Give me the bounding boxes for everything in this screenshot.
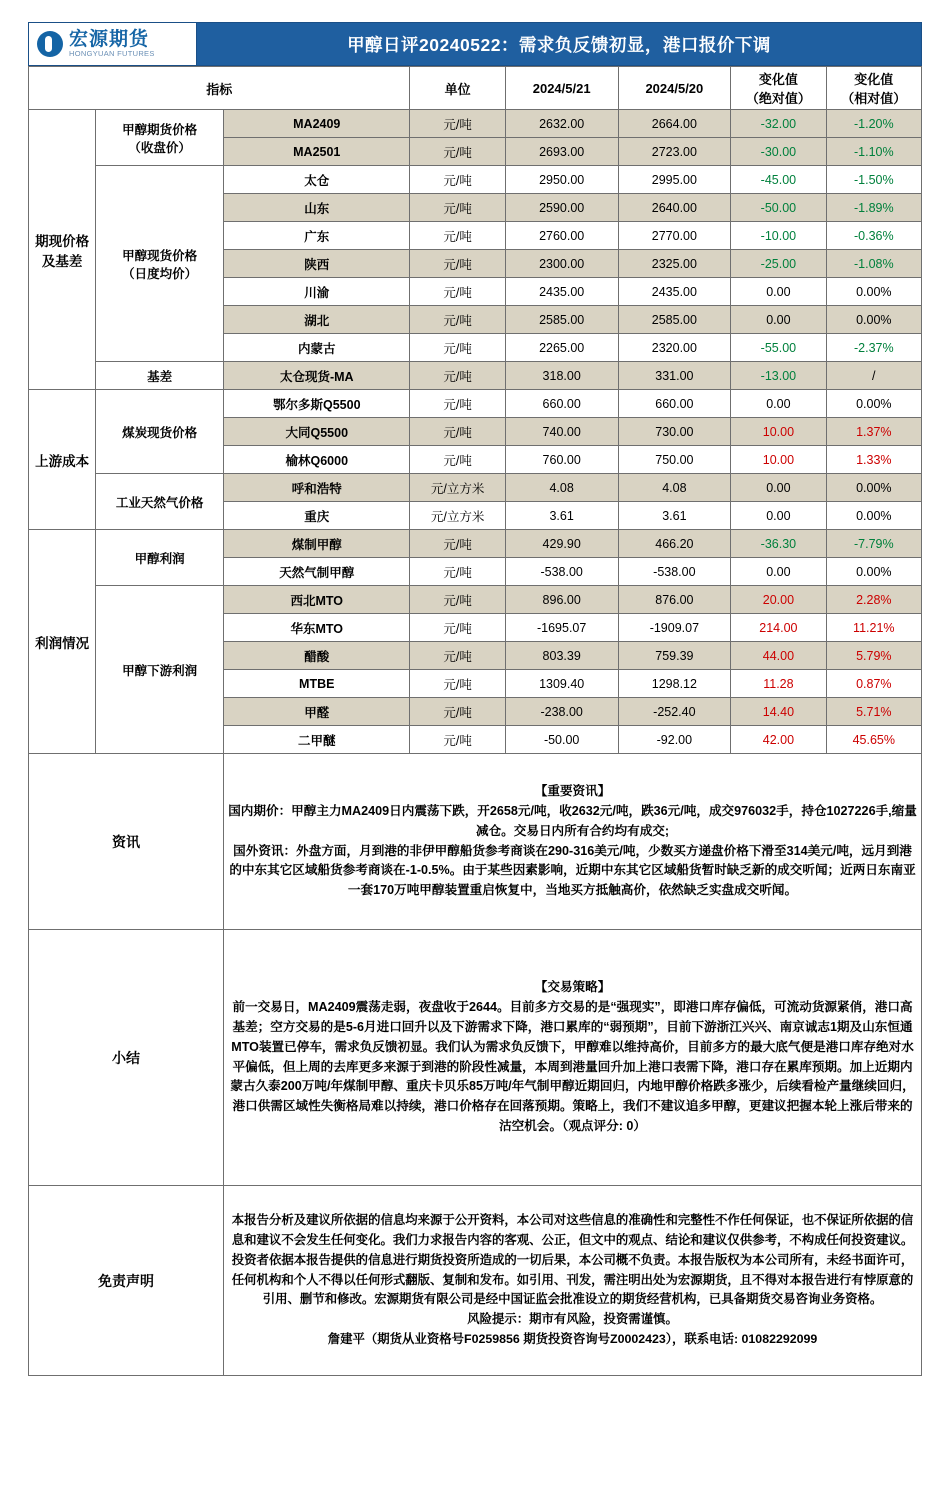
row-value-date2: 730.00: [618, 418, 731, 446]
row-value-date1: 2760.00: [505, 222, 618, 250]
row-abs-change: 214.00: [731, 614, 826, 642]
row-unit: 元/吨: [410, 418, 505, 446]
row-unit: 元/吨: [410, 306, 505, 334]
row-value-date1: 2435.00: [505, 278, 618, 306]
row-value-date1: 760.00: [505, 446, 618, 474]
header-rel-line1: 变化值: [854, 72, 894, 87]
news-body: [224, 754, 922, 930]
row-unit: 元/吨: [410, 670, 505, 698]
row-abs-change: -30.00: [731, 138, 826, 166]
disclaimer-section-row: [29, 1186, 922, 1376]
row-rel-change: 0.00%: [826, 278, 921, 306]
row-item-label: 天然气制甲醇: [224, 558, 410, 586]
row-abs-change: -36.30: [731, 530, 826, 558]
row-abs-change: 0.00: [731, 306, 826, 334]
brand-text: [69, 30, 155, 58]
news-label: 资讯: [29, 754, 224, 930]
summary-heading: 【交易策略】: [534, 979, 611, 994]
row-rel-change: -2.37%: [826, 334, 921, 362]
row-value-date2: 1298.12: [618, 670, 731, 698]
row-value-date1: 3.61: [505, 502, 618, 530]
row-rel-change: 5.71%: [826, 698, 921, 726]
row-item-label: MTBE: [224, 670, 410, 698]
subgroup-label-methanol-profit: 甲醇利润: [96, 530, 224, 586]
header-abs-line2: （绝对值）: [745, 91, 811, 106]
row-item-label: 大同Q5500: [224, 418, 410, 446]
row-abs-change: 44.00: [731, 642, 826, 670]
table-row: [29, 110, 922, 138]
table-row: [29, 362, 922, 390]
row-rel-change: 0.00%: [826, 390, 921, 418]
table-row: [29, 474, 922, 502]
row-unit: 元/吨: [410, 250, 505, 278]
row-abs-change: -10.00: [731, 222, 826, 250]
row-item-label: 陕西: [224, 250, 410, 278]
row-abs-change: 0.00: [731, 558, 826, 586]
row-value-date2: 876.00: [618, 586, 731, 614]
row-abs-change: 14.40: [731, 698, 826, 726]
row-value-date1: 2265.00: [505, 334, 618, 362]
report-header: [28, 22, 922, 66]
page-title: 甲醇日评20240522：需求负反馈初显，港口报价下调: [197, 23, 921, 65]
row-item-label: 内蒙古: [224, 334, 410, 362]
row-value-date2: 3.61: [618, 502, 731, 530]
row-item-label: 太仓: [224, 166, 410, 194]
subgroup-label-basis: 基差: [96, 362, 224, 390]
row-rel-change: 5.79%: [826, 642, 921, 670]
row-rel-change: 0.00%: [826, 474, 921, 502]
table-header-row: [29, 67, 922, 110]
row-value-date1: 740.00: [505, 418, 618, 446]
row-item-label: MA2409: [224, 110, 410, 138]
row-rel-change: 1.33%: [826, 446, 921, 474]
row-rel-change: -1.08%: [826, 250, 921, 278]
row-value-date1: 2950.00: [505, 166, 618, 194]
row-value-date1: 318.00: [505, 362, 618, 390]
header-date1: 2024/5/21: [505, 67, 618, 110]
row-value-date2: 2435.00: [618, 278, 731, 306]
summary-label: 小结: [29, 930, 224, 1186]
row-rel-change: 45.65%: [826, 726, 921, 754]
row-unit: 元/吨: [410, 334, 505, 362]
disclaimer-label: 免责声明: [29, 1186, 224, 1376]
brand-logo: [29, 23, 197, 65]
row-item-label: 西北MTO: [224, 586, 410, 614]
row-unit: 元/吨: [410, 222, 505, 250]
row-value-date2: 4.08: [618, 474, 731, 502]
row-rel-change: /: [826, 362, 921, 390]
subgroup-label-spot-price: 甲醇现货价格 （日度均价）: [96, 166, 224, 362]
news-heading: 【重要资讯】: [534, 783, 611, 798]
row-value-date2: 660.00: [618, 390, 731, 418]
row-item-label: MA2501: [224, 138, 410, 166]
row-value-date1: 2300.00: [505, 250, 618, 278]
table-row: [29, 530, 922, 558]
row-value-date2: 2320.00: [618, 334, 731, 362]
row-unit: 元/吨: [410, 446, 505, 474]
row-abs-change: 11.28: [731, 670, 826, 698]
row-rel-change: -1.10%: [826, 138, 921, 166]
row-value-date2: 759.39: [618, 642, 731, 670]
row-unit: 元/吨: [410, 698, 505, 726]
row-abs-change: -45.00: [731, 166, 826, 194]
group-label-upstream-cost: 上游成本: [29, 390, 96, 530]
brand-name-en: HONGYUAN FUTURES: [69, 49, 155, 59]
header-rel-line2: （相对值）: [841, 91, 907, 106]
group-label-profit: 利润情况: [29, 530, 96, 754]
news-paragraph-2: 国外资讯：外盘方面，月到港的非伊甲醇船货参考商谈在290-316美元/吨，少数买方递盘价格下滑至314美元/吨，远月到港的中东其它区域船货参考商谈在-1-0.5%。由于某些因素影响，近期中东其它区域船货暂时缺乏新的成交听闻；近两日东南亚一套170万吨甲醇装置重启恢复中，当地买方抵触高价，依然缺乏实盘成交听闻。: [229, 843, 916, 898]
news-paragraph-1: 国内期价：甲醇主力MA2409日内震荡下跌，开2658元/吨，收2632元/吨，跌36元/吨，成交976032手，持仓1027226手,缩量减仓。交易日内所有合约均有成交;: [228, 803, 917, 838]
row-value-date1: -1695.07: [505, 614, 618, 642]
row-abs-change: 10.00: [731, 446, 826, 474]
row-abs-change: -13.00: [731, 362, 826, 390]
disclaimer-paragraph-2: 风险提示：期市有风险，投资需谨慎。: [467, 1312, 678, 1327]
row-value-date2: 2325.00: [618, 250, 731, 278]
row-rel-change: -1.20%: [826, 110, 921, 138]
row-unit: 元/吨: [410, 166, 505, 194]
row-value-date2: 466.20: [618, 530, 731, 558]
disclaimer-body: [224, 1186, 922, 1376]
header-abs-line1: 变化值: [758, 72, 798, 87]
row-item-label: 川渝: [224, 278, 410, 306]
table-row: [29, 166, 922, 194]
row-value-date2: 750.00: [618, 446, 731, 474]
row-item-label: 湖北: [224, 306, 410, 334]
row-abs-change: 0.00: [731, 278, 826, 306]
row-value-date1: 2632.00: [505, 110, 618, 138]
row-unit: 元/吨: [410, 642, 505, 670]
row-value-date1: -50.00: [505, 726, 618, 754]
subgroup-label-downstream-profit: 甲醇下游利润: [96, 586, 224, 754]
row-abs-change: 0.00: [731, 502, 826, 530]
row-unit: 元/吨: [410, 726, 505, 754]
row-value-date1: 2590.00: [505, 194, 618, 222]
group-label-price-basis: 期现价格 及基差: [29, 110, 96, 390]
row-unit: 元/吨: [410, 362, 505, 390]
row-value-date1: 2693.00: [505, 138, 618, 166]
row-item-label: 醋酸: [224, 642, 410, 670]
header-abs-change: [731, 67, 826, 110]
row-unit: 元/吨: [410, 194, 505, 222]
row-item-label: 山东: [224, 194, 410, 222]
summary-paragraph-1: 前一交易日，MA2409震荡走弱，夜盘收于2644。目前多方交易的是“强现实”，即港口库存偏低，可流动货源紧俏，港口高基差；空方交易的是5-6月进口回升以及下游需求下降，港口累库的“弱预期”，目前下游浙江兴兴、南京诚志1期及山东恒通MTO装置已停车，需求负反馈初显。我们认为需求负反馈下，甲醇难以维持高价，目前多方的最大底气便是港口库存绝对水平偏低，但上周的去库更多来源于到港的阶段性减量，本周到港量回升加上港口表需下降，港口存在累库预期。加上近期内蒙古久泰200万吨/年煤制甲醇、重庆卡贝乐85万吨/年气制甲醇近期回归，内地甲醇价格跌多涨少，后续看检产量继续回归，港口供需区域性失衡格局难以持续，港口价格存在回落预期。策略上，我们不建议追多甲醇，更建议把握本轮上涨后带来的沽空机会。（观点评分: 0）: [230, 999, 915, 1134]
row-unit: 元/吨: [410, 614, 505, 642]
row-value-date2: 2770.00: [618, 222, 731, 250]
subgroup-label-futures-price: 甲醇期货价格 （收盘价）: [96, 110, 224, 166]
row-value-date2: 331.00: [618, 362, 731, 390]
row-value-date1: 660.00: [505, 390, 618, 418]
row-abs-change: 0.00: [731, 474, 826, 502]
row-value-date2: 2585.00: [618, 306, 731, 334]
row-abs-change: -32.00: [731, 110, 826, 138]
row-value-date1: 1309.40: [505, 670, 618, 698]
row-rel-change: -7.79%: [826, 530, 921, 558]
row-item-label: 榆林Q6000: [224, 446, 410, 474]
row-value-date1: 2585.00: [505, 306, 618, 334]
row-abs-change: 10.00: [731, 418, 826, 446]
row-value-date2: -1909.07: [618, 614, 731, 642]
row-item-label: 二甲醚: [224, 726, 410, 754]
row-rel-change: 0.00%: [826, 306, 921, 334]
row-abs-change: -50.00: [731, 194, 826, 222]
row-rel-change: 0.00%: [826, 502, 921, 530]
row-unit: 元/吨: [410, 390, 505, 418]
row-unit: 元/立方米: [410, 502, 505, 530]
row-value-date2: -538.00: [618, 558, 731, 586]
summary-section-row: [29, 930, 922, 1186]
row-item-label: 甲醛: [224, 698, 410, 726]
row-rel-change: 1.37%: [826, 418, 921, 446]
row-unit: 元/吨: [410, 558, 505, 586]
row-value-date1: -538.00: [505, 558, 618, 586]
row-value-date2: 2664.00: [618, 110, 731, 138]
row-unit: 元/吨: [410, 138, 505, 166]
row-unit: 元/吨: [410, 110, 505, 138]
row-rel-change: -1.89%: [826, 194, 921, 222]
row-value-date1: 803.39: [505, 642, 618, 670]
row-rel-change: -0.36%: [826, 222, 921, 250]
row-value-date1: 4.08: [505, 474, 618, 502]
row-value-date2: 2995.00: [618, 166, 731, 194]
row-abs-change: -25.00: [731, 250, 826, 278]
row-abs-change: 42.00: [731, 726, 826, 754]
subgroup-label-coal-price: 煤炭现货价格: [96, 390, 224, 474]
row-rel-change: -1.50%: [826, 166, 921, 194]
row-rel-change: 0.87%: [826, 670, 921, 698]
data-table: [28, 66, 922, 1376]
row-item-label: 呼和浩特: [224, 474, 410, 502]
row-value-date2: -252.40: [618, 698, 731, 726]
row-item-label: 鄂尔多斯Q5500: [224, 390, 410, 418]
header-rel-change: [826, 67, 921, 110]
row-rel-change: 0.00%: [826, 558, 921, 586]
row-item-label: 煤制甲醇: [224, 530, 410, 558]
row-unit: 元/吨: [410, 278, 505, 306]
table-row: [29, 586, 922, 614]
row-item-label: 重庆: [224, 502, 410, 530]
row-unit: 元/吨: [410, 586, 505, 614]
header-unit: 单位: [410, 67, 505, 110]
disclaimer-contact: 詹建平（期货从业资格号F0259856 期货投资咨询号Z0002423），联系电话: 01082292099: [327, 1332, 818, 1347]
row-rel-change: 2.28%: [826, 586, 921, 614]
row-abs-change: -55.00: [731, 334, 826, 362]
row-unit: 元/吨: [410, 530, 505, 558]
brand-name-cn: 宏源期货: [69, 29, 150, 51]
subgroup-label-gas-price: 工业天然气价格: [96, 474, 224, 530]
row-value-date1: 896.00: [505, 586, 618, 614]
row-abs-change: 0.00: [731, 390, 826, 418]
circle-bar-logo-icon: [37, 31, 63, 57]
row-item-label: 华东MTO: [224, 614, 410, 642]
header-indicator: 指标: [29, 67, 410, 110]
summary-body: [224, 930, 922, 1186]
row-value-date2: 2723.00: [618, 138, 731, 166]
row-value-date2: -92.00: [618, 726, 731, 754]
row-unit: 元/立方米: [410, 474, 505, 502]
news-section-row: [29, 754, 922, 930]
table-row: [29, 390, 922, 418]
row-value-date2: 2640.00: [618, 194, 731, 222]
row-item-label: 广东: [224, 222, 410, 250]
disclaimer-paragraph-1: 本报告分析及建议所依据的信息均来源于公开资料，本公司对这些信息的准确性和完整性不作任何保证，也不保证所依据的信息和建议不会发生任何变化。我们力求报告内容的客观、公正，但文中的观点、结论和建议仅供参考，不构成任何投资建议。投资者依据本报告提供的信息进行期货投资所造成的一切后果，本公司概不负责。本报告版权为本公司所有，未经书面许可，任何机构和个人不得以任何形式翻版、复制和发布。如引用、刊发，需注明出处为宏源期货，且不得对本报告进行有悖原意的引用、删节和修改。宏源期货有限公司是经中国证监会批准设立的期货经营机构，已具备期货交易咨询业务资格。: [231, 1213, 914, 1307]
row-rel-change: 11.21%: [826, 614, 921, 642]
row-abs-change: 20.00: [731, 586, 826, 614]
row-value-date1: 429.90: [505, 530, 618, 558]
row-value-date1: -238.00: [505, 698, 618, 726]
header-date2: 2024/5/20: [618, 67, 731, 110]
row-item-label: 太仓现货-MA: [224, 362, 410, 390]
